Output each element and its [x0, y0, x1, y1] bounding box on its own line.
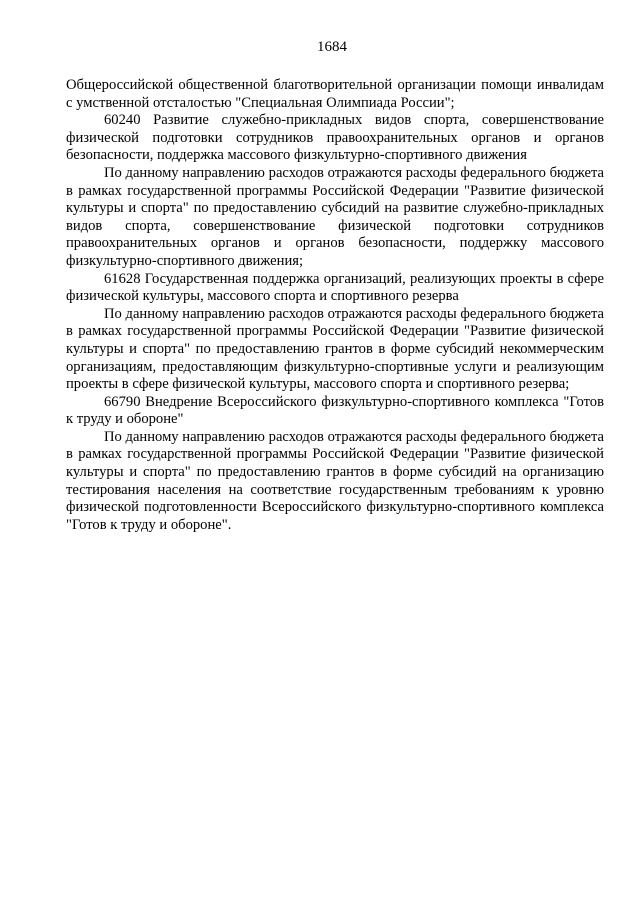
paragraph-61628-description: По данному направлению расходов отражаются расходы федерального бюджета в рамках государственной программы Российской Федерации "Развитие физической культуры и спорта" по предоставлению грантов в форме субсидий некоммерческим организациям, предоставляющим физкультурно-спортивные услуги и реализующим проекты в сфере физической культуры, массового спорта и спортивного резерва;: [66, 305, 604, 393]
document-body: [66, 77, 604, 534]
paragraph-60240-description: По данному направлению расходов отражаются расходы федерального бюджета в рамках государственной программы Российской Федерации "Развитие физической культуры и спорта" по предоставлению субсидий на развитие служебно-прикладных видов спорта, совершенствование физической подготовки сотрудников правоохранительных органов и органов безопасности, поддержку массового физкультурно-спортивного движения;: [66, 164, 604, 269]
paragraph-66790-description: По данному направлению расходов отражаются расходы федерального бюджета в рамках государственной программы Российской Федерации "Развитие физической культуры и спорта" по предоставлению грантов в форме субсидий на организацию тестирования населения на соответствие государственным требованиям к уровню физической подготовленности Всероссийского физкультурно-спортивного комплекса "Готов к труду и обороне".: [66, 428, 604, 533]
paragraph-60240-heading: 60240 Развитие служебно-прикладных видов спорта, совершенствование физической подготовки сотрудников правоохранительных органов и органов безопасности, поддержка массового физкультурно-спортивного движения: [66, 112, 604, 164]
paragraph-61628-heading: 61628 Государственная поддержка организаций, реализующих проекты в сфере физической культуры, массового спорта и спортивного резерва: [66, 270, 604, 305]
page-number: 1684: [317, 39, 347, 55]
paragraph-organization-name: Общероссийской общественной благотворительной организации помощи инвалидам с умственной отсталостью "Специальная Олимпиада России";: [66, 77, 604, 111]
paragraph-66790-heading: 66790 Внедрение Всероссийского физкультурно-спортивного комплекса "Готов к труду и обороне": [66, 393, 604, 428]
